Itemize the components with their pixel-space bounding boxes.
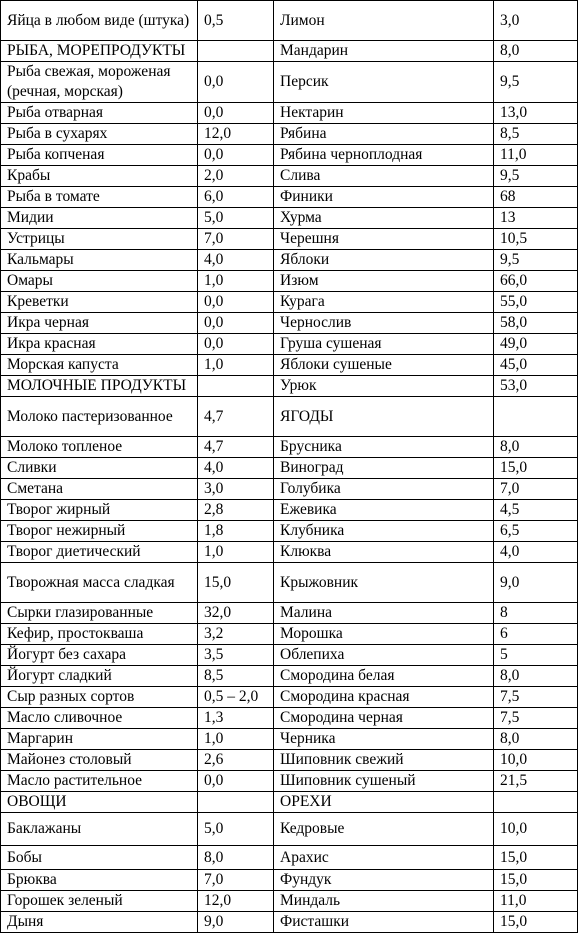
product-name-cell: Шиповник сушеный xyxy=(274,771,494,792)
product-value-cell: 10,0 xyxy=(494,813,578,846)
product-name-cell: Баклажаны xyxy=(1,813,198,846)
product-name-cell: Брусника xyxy=(274,437,494,458)
product-name-cell: РЫБА, МОРЕПРОДУКТЫ xyxy=(1,41,198,62)
product-name-cell: Маргарин xyxy=(1,729,198,750)
product-name-cell: Облепиха xyxy=(274,645,494,666)
product-name-cell: Мидии xyxy=(1,208,198,229)
product-name-cell: Рыба свежая, мороженая (речная, морская) xyxy=(1,62,198,103)
product-name-cell: Малина xyxy=(274,603,494,624)
product-value-cell: 2,6 xyxy=(198,750,274,771)
product-value-cell: 0,5 – 2,0 xyxy=(198,687,274,708)
product-value-cell: 4,0 xyxy=(494,542,578,563)
table-row xyxy=(1,846,578,870)
product-name-cell: Морошка xyxy=(274,624,494,645)
product-value-cell: 0,0 xyxy=(198,334,274,355)
table-row xyxy=(1,62,578,103)
table-row xyxy=(1,397,578,437)
product-value-cell: 3,2 xyxy=(198,624,274,645)
product-value-cell: 53,0 xyxy=(494,376,578,397)
product-value-cell: 15,0 xyxy=(198,563,274,603)
product-name-cell: Шиповник свежий xyxy=(274,750,494,771)
product-name-cell: Хурма xyxy=(274,208,494,229)
product-value-cell: 7,0 xyxy=(198,229,274,250)
product-value-cell: 8,0 xyxy=(494,437,578,458)
product-value-cell: 49,0 xyxy=(494,334,578,355)
product-name-cell: Масло растительное xyxy=(1,771,198,792)
product-name-cell: МОЛОЧНЫЕ ПРОДУКТЫ xyxy=(1,376,198,397)
product-value-cell: 0,0 xyxy=(198,771,274,792)
product-name-cell: Ежевика xyxy=(274,500,494,521)
table-row xyxy=(1,124,578,145)
table-row xyxy=(1,292,578,313)
product-value-cell: 8,0 xyxy=(198,846,274,870)
product-value-cell: 3,0 xyxy=(494,1,578,41)
table-row xyxy=(1,187,578,208)
product-value-cell: 9,5 xyxy=(494,62,578,103)
product-name-cell: Сыр разных сортов xyxy=(1,687,198,708)
product-name-cell: Слива xyxy=(274,166,494,187)
product-name-cell: Рыба отварная xyxy=(1,103,198,124)
product-value-cell: 7,0 xyxy=(198,870,274,891)
product-value-cell xyxy=(494,397,578,437)
product-name-cell: Чернослив xyxy=(274,313,494,334)
product-name-cell: Кальмары xyxy=(1,250,198,271)
product-value-cell: 13 xyxy=(494,208,578,229)
table-row xyxy=(1,458,578,479)
product-name-cell: Творог диетический xyxy=(1,542,198,563)
product-value-cell: 45,0 xyxy=(494,355,578,376)
product-name-cell: Творожная масса сладкая xyxy=(1,563,198,603)
product-value-cell: 8,0 xyxy=(494,41,578,62)
product-value-cell: 0,0 xyxy=(198,103,274,124)
product-value-cell: 4,7 xyxy=(198,437,274,458)
product-value-cell: 0,5 xyxy=(198,1,274,41)
product-name-cell: Смородина белая xyxy=(274,666,494,687)
product-value-cell: 9,0 xyxy=(494,563,578,603)
product-name-cell: Голубика xyxy=(274,479,494,500)
product-name-cell: Изюм xyxy=(274,271,494,292)
table-row xyxy=(1,729,578,750)
table-row xyxy=(1,334,578,355)
table-row xyxy=(1,891,578,912)
table-row xyxy=(1,479,578,500)
product-name-cell: Бобы xyxy=(1,846,198,870)
table-row xyxy=(1,666,578,687)
product-name-cell: Крыжовник xyxy=(274,563,494,603)
product-value-cell: 9,0 xyxy=(198,912,274,933)
table-row xyxy=(1,645,578,666)
product-value-cell: 10,5 xyxy=(494,229,578,250)
product-name-cell: Рыба в сухарях xyxy=(1,124,198,145)
product-value-cell: 7,5 xyxy=(494,708,578,729)
product-value-cell xyxy=(494,792,578,813)
product-value-cell: 0,0 xyxy=(198,292,274,313)
table-row xyxy=(1,271,578,292)
product-name-cell: Креветки xyxy=(1,292,198,313)
product-name-cell: Творог жирный xyxy=(1,500,198,521)
product-value-cell: 2,0 xyxy=(198,166,274,187)
product-value-cell: 3,0 xyxy=(198,479,274,500)
product-value-cell: 15,0 xyxy=(494,458,578,479)
product-value-cell: 1,0 xyxy=(198,542,274,563)
product-value-cell: 66,0 xyxy=(494,271,578,292)
product-value-cell: 5,0 xyxy=(198,208,274,229)
product-name-cell: Рябина черноплодная xyxy=(274,145,494,166)
product-value-cell: 8,5 xyxy=(198,666,274,687)
table-row xyxy=(1,145,578,166)
product-name-cell: Черешня xyxy=(274,229,494,250)
table-row xyxy=(1,500,578,521)
product-name-cell: ОВОЩИ xyxy=(1,792,198,813)
product-name-cell: Фундук xyxy=(274,870,494,891)
product-name-cell: Нектарин xyxy=(274,103,494,124)
product-name-cell: Сметана xyxy=(1,479,198,500)
product-name-cell: Масло сливочное xyxy=(1,708,198,729)
product-value-cell: 15,0 xyxy=(494,846,578,870)
product-name-cell: ЯГОДЫ xyxy=(274,397,494,437)
product-value-cell: 1,3 xyxy=(198,708,274,729)
table-row xyxy=(1,521,578,542)
product-name-cell: Яблоки xyxy=(274,250,494,271)
product-name-cell: Финики xyxy=(274,187,494,208)
table-row xyxy=(1,708,578,729)
product-value-cell: 7,0 xyxy=(494,479,578,500)
table-row xyxy=(1,103,578,124)
product-value-cell: 8 xyxy=(494,603,578,624)
product-name-cell: Горошек зеленый xyxy=(1,891,198,912)
product-name-cell: Клубника xyxy=(274,521,494,542)
product-name-cell: ОРЕХИ xyxy=(274,792,494,813)
product-name-cell: Яблоки сушеные xyxy=(274,355,494,376)
product-name-cell: Виноград xyxy=(274,458,494,479)
table-row xyxy=(1,437,578,458)
product-value-cell: 21,5 xyxy=(494,771,578,792)
table-row xyxy=(1,563,578,603)
table-row xyxy=(1,41,578,62)
product-name-cell: Клюква xyxy=(274,542,494,563)
product-value-cell: 9,5 xyxy=(494,250,578,271)
product-name-cell: Икра красная xyxy=(1,334,198,355)
product-name-cell: Лимон xyxy=(274,1,494,41)
table-row xyxy=(1,813,578,846)
product-value-cell: 15,0 xyxy=(494,870,578,891)
product-name-cell: Морская капуста xyxy=(1,355,198,376)
table-row xyxy=(1,229,578,250)
product-value-cell: 8,0 xyxy=(494,729,578,750)
product-value-cell: 3,5 xyxy=(198,645,274,666)
product-name-cell: Арахис xyxy=(274,846,494,870)
product-value-cell: 4,0 xyxy=(198,458,274,479)
product-value-cell: 1,0 xyxy=(198,271,274,292)
product-name-cell: Сливки xyxy=(1,458,198,479)
product-name-cell: Рыба в томате xyxy=(1,187,198,208)
table-row xyxy=(1,166,578,187)
product-value-cell: 10,0 xyxy=(494,750,578,771)
product-name-cell: Смородина черная xyxy=(274,708,494,729)
table-row xyxy=(1,792,578,813)
table-row xyxy=(1,870,578,891)
product-value-cell: 12,0 xyxy=(198,124,274,145)
product-value-cell: 15,0 xyxy=(494,912,578,933)
table-row xyxy=(1,687,578,708)
table-row xyxy=(1,624,578,645)
product-name-cell: Фисташки xyxy=(274,912,494,933)
product-name-cell: Крабы xyxy=(1,166,198,187)
product-value-cell: 68 xyxy=(494,187,578,208)
table-row xyxy=(1,355,578,376)
product-value-cell: 0,0 xyxy=(198,313,274,334)
product-value-cell: 0,0 xyxy=(198,145,274,166)
product-name-cell: Яйца в любом виде (штука) xyxy=(1,1,198,41)
product-value-cell: 0,0 xyxy=(198,62,274,103)
product-name-cell: Молоко пастеризованное xyxy=(1,397,198,437)
product-value-cell: 58,0 xyxy=(494,313,578,334)
product-value-cell: 1,0 xyxy=(198,729,274,750)
product-value-cell: 2,8 xyxy=(198,500,274,521)
product-value-cell: 8,0 xyxy=(494,666,578,687)
product-name-cell: Урюк xyxy=(274,376,494,397)
table-row xyxy=(1,250,578,271)
product-value-cell: 12,0 xyxy=(198,891,274,912)
product-name-cell: Творог нежирный xyxy=(1,521,198,542)
product-value-cell: 8,5 xyxy=(494,124,578,145)
product-value-cell: 11,0 xyxy=(494,145,578,166)
product-name-cell: Йогурт без сахара xyxy=(1,645,198,666)
table-row xyxy=(1,603,578,624)
table-row xyxy=(1,912,578,933)
product-name-cell: Дыня xyxy=(1,912,198,933)
table-row xyxy=(1,313,578,334)
product-value-cell: 13,0 xyxy=(494,103,578,124)
product-value-cell: 9,5 xyxy=(494,166,578,187)
product-name-cell: Кефир, простокваша xyxy=(1,624,198,645)
product-value-cell: 1,0 xyxy=(198,355,274,376)
product-name-cell: Курага xyxy=(274,292,494,313)
product-name-cell: Икра черная xyxy=(1,313,198,334)
product-value-cell: 32,0 xyxy=(198,603,274,624)
product-name-cell: Груша сушеная xyxy=(274,334,494,355)
product-name-cell: Молоко топленое xyxy=(1,437,198,458)
product-value-cell: 5,0 xyxy=(198,813,274,846)
product-name-cell: Сырки глазированные xyxy=(1,603,198,624)
table-row xyxy=(1,542,578,563)
table-row xyxy=(1,208,578,229)
product-value-cell: 11,0 xyxy=(494,891,578,912)
product-value-cell: 6,5 xyxy=(494,521,578,542)
product-name-cell: Смородина красная xyxy=(274,687,494,708)
product-value-cell: 5 xyxy=(494,645,578,666)
product-value-cell: 4,7 xyxy=(198,397,274,437)
product-name-cell: Миндаль xyxy=(274,891,494,912)
product-name-cell: Рябина xyxy=(274,124,494,145)
table-row xyxy=(1,771,578,792)
product-value-cell: 6,0 xyxy=(198,187,274,208)
product-name-cell: Рыба копченая xyxy=(1,145,198,166)
product-value-cell xyxy=(198,792,274,813)
product-name-cell: Мандарин xyxy=(274,41,494,62)
product-name-cell: Персик xyxy=(274,62,494,103)
product-value-cell: 1,8 xyxy=(198,521,274,542)
product-name-cell: Омары xyxy=(1,271,198,292)
table-row xyxy=(1,376,578,397)
product-value-cell: 4,0 xyxy=(198,250,274,271)
food-table-body xyxy=(1,1,578,933)
table-row xyxy=(1,750,578,771)
product-name-cell: Кедровые xyxy=(274,813,494,846)
product-name-cell: Черника xyxy=(274,729,494,750)
product-value-cell: 4,5 xyxy=(494,500,578,521)
product-value-cell: 55,0 xyxy=(494,292,578,313)
product-name-cell: Устрицы xyxy=(1,229,198,250)
product-value-cell xyxy=(198,376,274,397)
product-value-cell: 7,5 xyxy=(494,687,578,708)
product-name-cell: Брюква xyxy=(1,870,198,891)
product-value-cell: 6 xyxy=(494,624,578,645)
table-row xyxy=(1,1,578,41)
product-value-cell xyxy=(198,41,274,62)
product-name-cell: Майонез столовый xyxy=(1,750,198,771)
product-name-cell: Йогурт сладкий xyxy=(1,666,198,687)
